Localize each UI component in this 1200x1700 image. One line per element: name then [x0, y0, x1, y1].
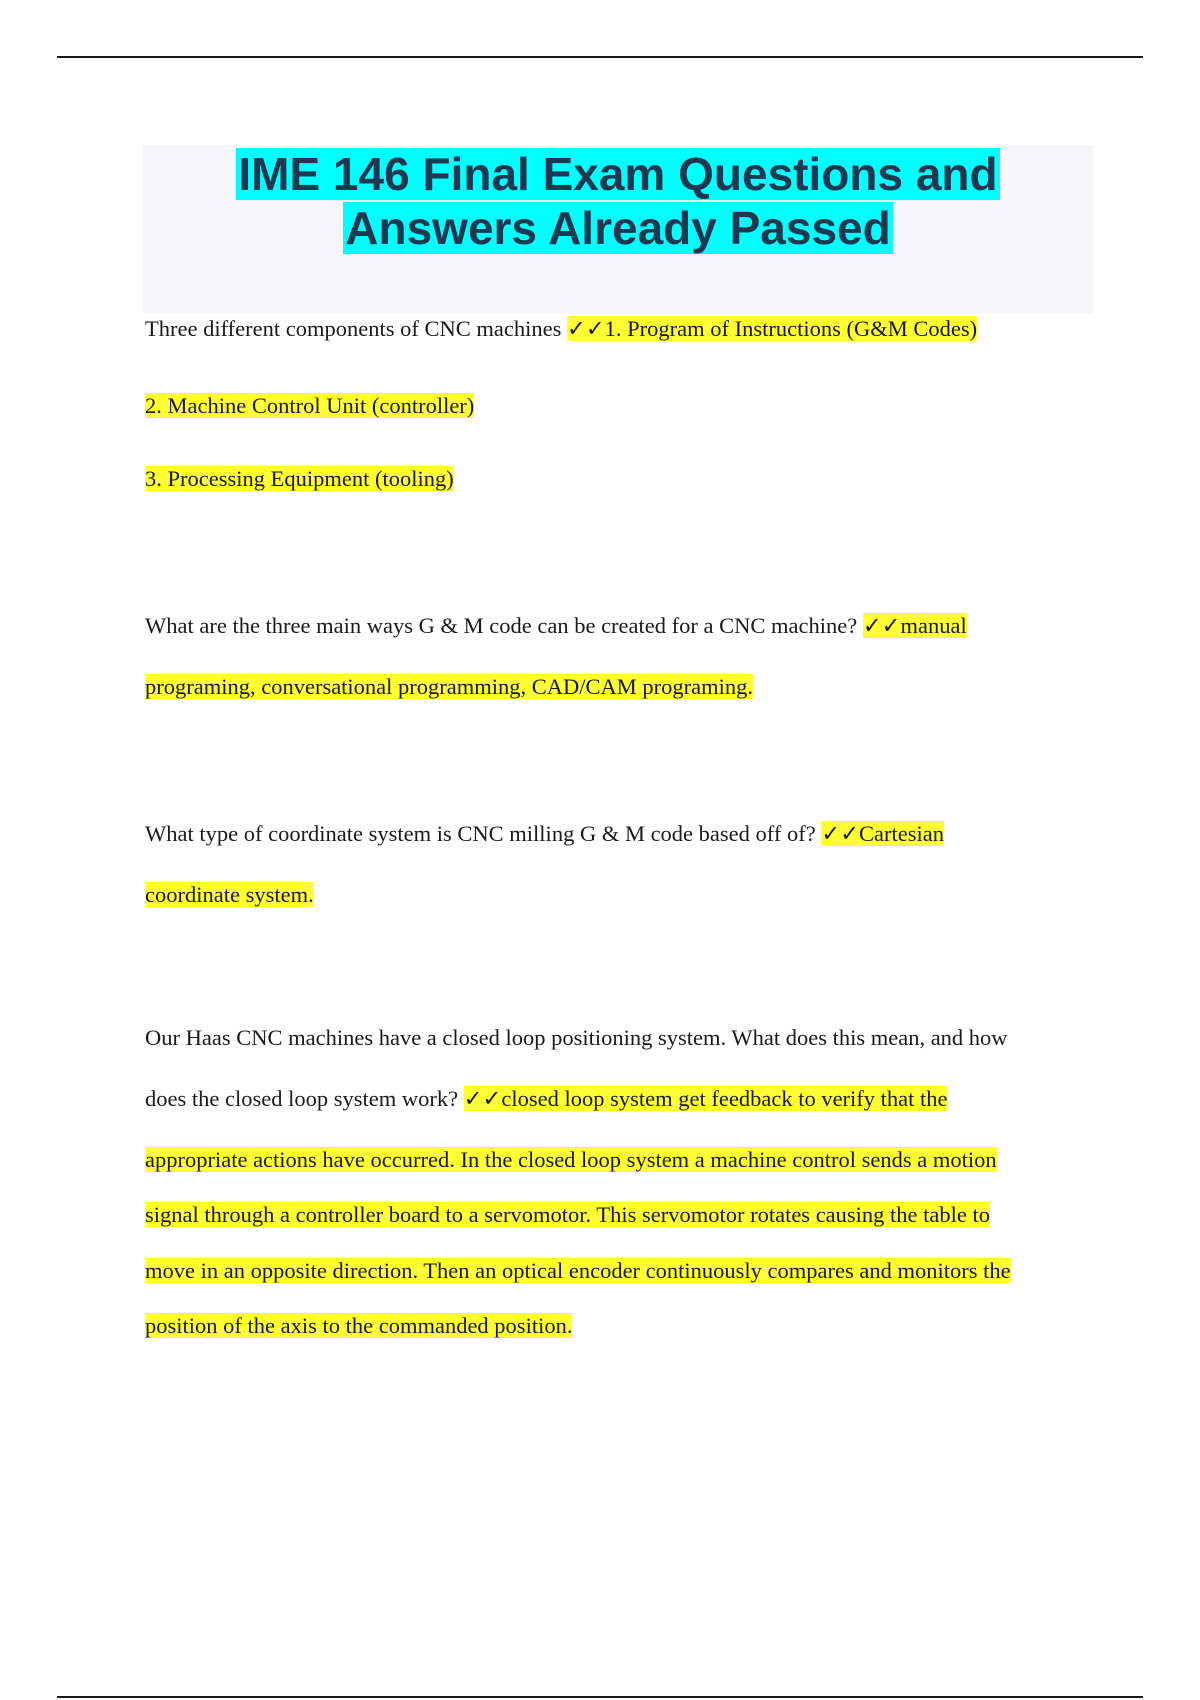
question-text: What type of coordinate system is CNC milling G & M code based off of? — [145, 821, 822, 846]
document-title-line-2: Answers Already Passed — [345, 202, 891, 254]
qa-1-line-1 — [145, 314, 977, 344]
answer-text: ✓✓Cartesian — [821, 821, 945, 846]
qa-4-line-6 — [145, 1311, 572, 1341]
qa-3-line-2 — [145, 880, 314, 910]
qa-1-line-2 — [145, 391, 474, 421]
qa-4-line-2 — [145, 1084, 948, 1114]
qa-2-line-1 — [145, 611, 967, 641]
qa-1-line-3 — [145, 464, 454, 494]
title-block — [143, 145, 1093, 313]
answer-text: move in an opposite direction. Then an optical encoder continuously compares and monitors the — [145, 1258, 1011, 1283]
answer-text: programing, conversational programming, CAD/CAM programing. — [145, 674, 754, 699]
qa-3-line-1 — [145, 819, 944, 849]
qa-4-line-3 — [145, 1145, 997, 1175]
answer-text: appropriate actions have occurred. In the closed loop system a machine control sends a motion — [145, 1147, 997, 1172]
answer-text: 2. Machine Control Unit (controller) — [145, 393, 475, 418]
document-title-line-1: IME 146 Final Exam Questions and — [238, 148, 998, 200]
answer-text: signal through a controller board to a servomotor. This servomotor rotates causing the table to — [145, 1202, 991, 1227]
answer-text: 3. Processing Equipment (tooling) — [145, 466, 454, 491]
qa-4-line-5 — [145, 1256, 1011, 1286]
question-text: Our Haas CNC machines have a closed loop positioning system. What does this mean, and how — [145, 1025, 1008, 1050]
question-text: What are the three main ways G & M code can be created for a CNC machine? — [145, 613, 863, 638]
qa-4-line-1 — [145, 1023, 1008, 1053]
qa-4-line-4 — [145, 1200, 990, 1230]
answer-text: ✓✓manual — [862, 613, 967, 638]
answer-text: position of the axis to the commanded position. — [145, 1313, 573, 1338]
answer-text: coordinate system. — [145, 882, 314, 907]
question-text: does the closed loop system work? — [145, 1086, 464, 1111]
answer-text: ✓✓1. Program of Instructions (G&M Codes) — [566, 316, 978, 341]
qa-2-line-2 — [145, 672, 753, 702]
question-text: Three different components of CNC machines — [145, 316, 567, 341]
answer-text: ✓✓closed loop system get feedback to verify that the — [463, 1086, 948, 1111]
footer-rule — [57, 1696, 1143, 1698]
header-rule — [57, 56, 1143, 58]
